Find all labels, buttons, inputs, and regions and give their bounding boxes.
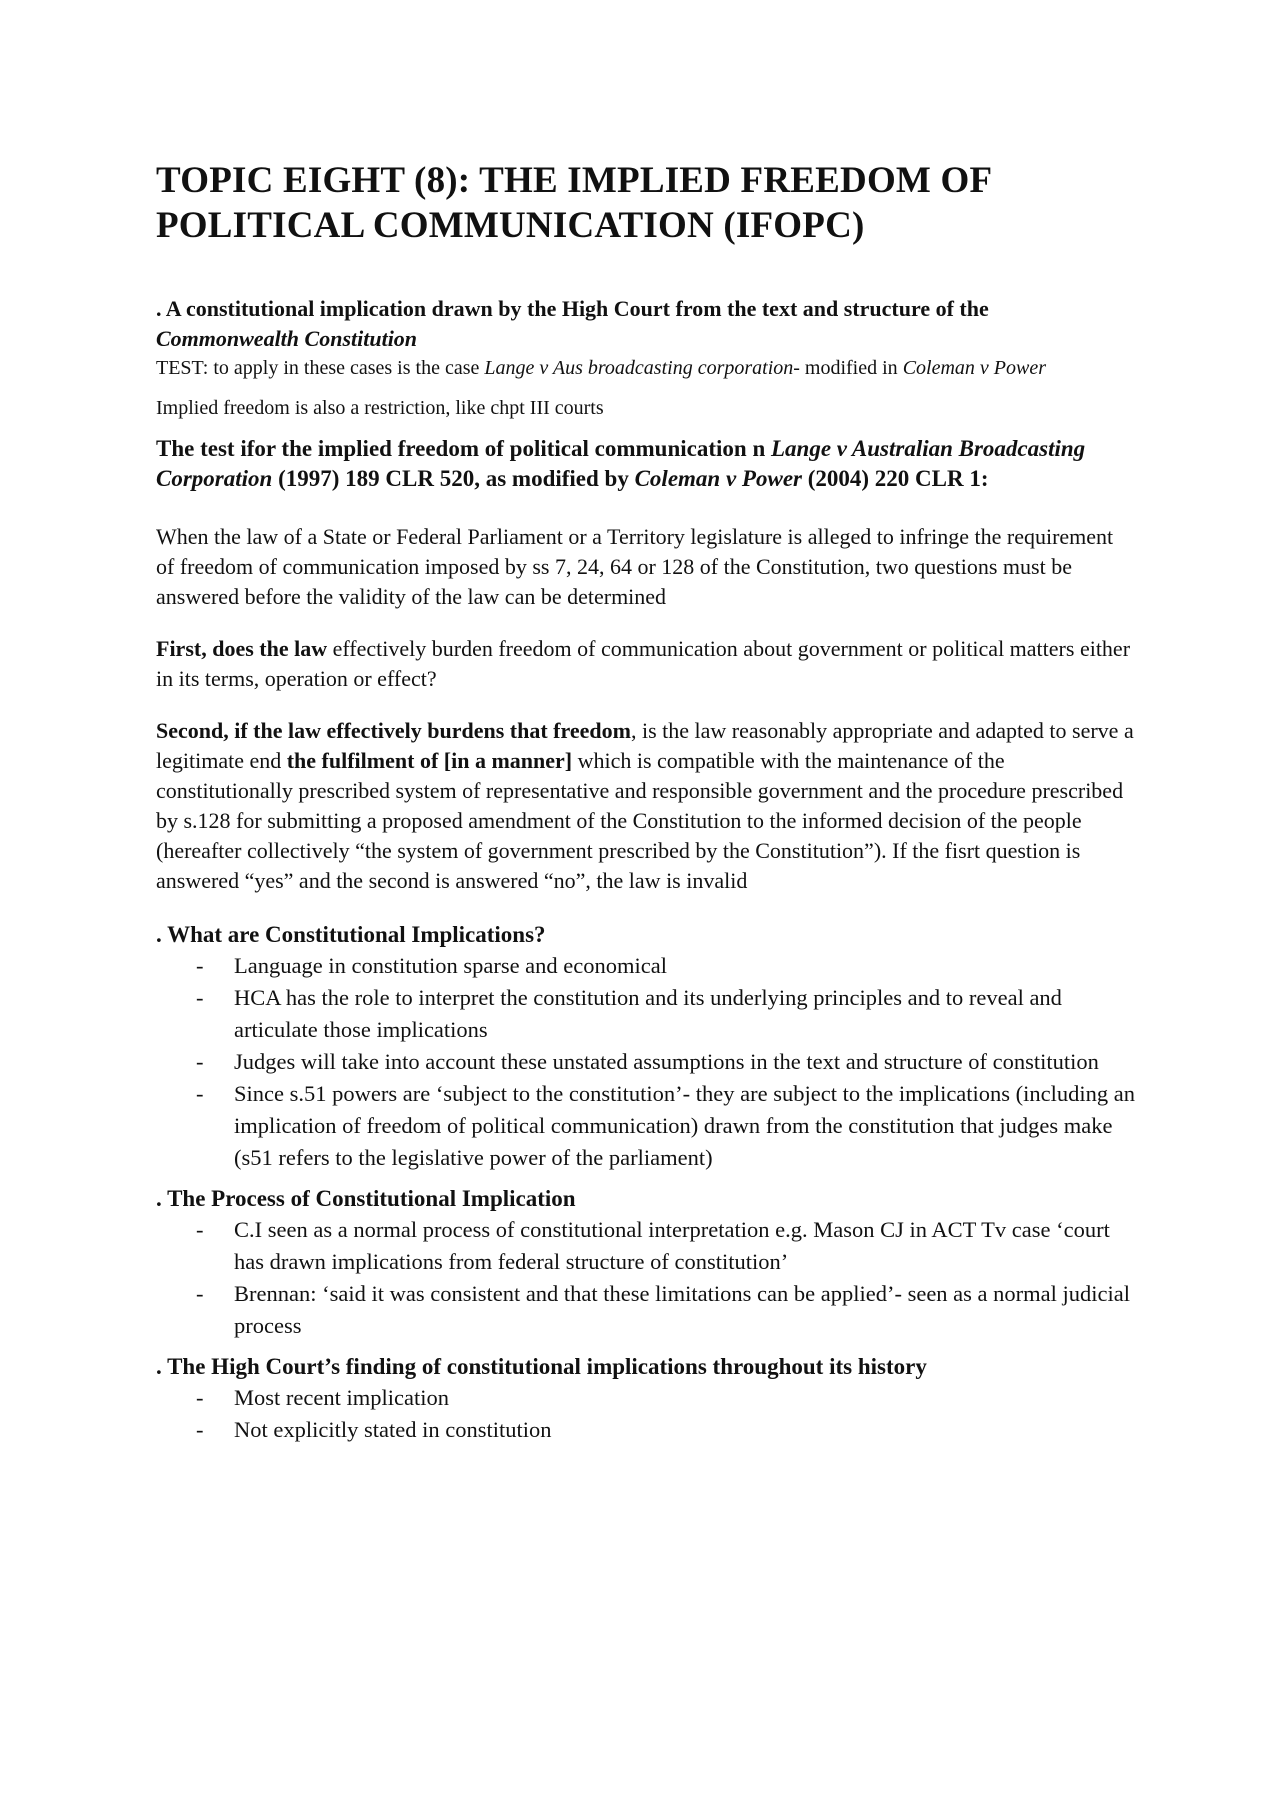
second-question-bold-2: the fulfilment of [in a manner] [286, 748, 573, 773]
intro-lead [156, 294, 1136, 354]
test-heading-b: (1997) 189 CLR 520, as modified by [272, 466, 635, 491]
section-history [156, 1352, 1136, 1446]
test-heading [156, 434, 1136, 494]
restriction-note: Implied freedom is also a restriction, like chpt III courts [156, 397, 604, 419]
section-process [156, 1184, 1136, 1342]
first-question [156, 634, 1136, 694]
list-item: - Most recent implication [156, 1382, 1136, 1414]
list-item: - Judges will take into account these unstated assumptions in the text and structure of constitution [156, 1046, 1136, 1078]
test-case-coleman: Coleman v Power [902, 357, 1046, 379]
first-question-rest: effectively burden freedom of communication about government or political matters either in its terms, operation or effect? [156, 636, 1131, 691]
test-line-b: - modified in [793, 357, 903, 379]
list-item: - C.I seen as a normal process of constitutional interpretation e.g. Mason CJ in ACT Tv case ‘court has drawn implications from federal structure of constitution’ [156, 1214, 1136, 1278]
list-item: - Language in constitution sparse and economical [156, 950, 1136, 982]
section-heading: . The Process of Constitutional Implication [156, 1186, 576, 1211]
test-heading-a: The test ifor the implied freedom of political communication n [156, 436, 771, 461]
bullet-list [156, 1382, 1136, 1446]
document-page [156, 158, 1136, 1446]
list-item: - Since s.51 powers are ‘subject to the constitution’- they are subject to the implications (including an implication of freedom of political communication) drawn from the constitution that judges make (s51 refers to the legislative power of the parliament) [156, 1078, 1136, 1174]
second-question-text-1: , is the law reasonably appropriate and adapted to serve a legitimate end [156, 718, 1134, 773]
bullet-list [156, 1214, 1136, 1342]
list-item: - Brennan: ‘said it was consistent and that these limitations can be applied’- seen as a normal judicial process [156, 1278, 1136, 1342]
intro-lead-text: . A constitutional implication drawn by the High Court from the text and structure of the [156, 296, 989, 321]
test-case-lange: Lange v Aus broadcasting corporation [484, 357, 794, 379]
list-item: - HCA has the role to interpret the constitution and its underlying principles and to reveal and articulate those implications [156, 982, 1136, 1046]
section-heading: . What are Constitutional Implications? [156, 922, 546, 947]
test-line-a: TEST: to apply in these cases is the case [156, 357, 485, 379]
page-title [156, 158, 1136, 248]
list-item: - Not explicitly stated in constitution [156, 1414, 1136, 1446]
test-heading-case1: Lange v Australian Broadcasting Corporation [156, 436, 1086, 491]
test-heading-c: (2004) 220 CLR 1: [801, 466, 989, 491]
title-line-1: TOPIC EIGHT (8): THE IMPLIED FREEDOM OF [156, 160, 993, 201]
when-paragraph: When the law of a State or Federal Parliament or a Territory legislature is alleged to infringe the requirement of freedom of communication imposed by ss 7, 24, 64 or 128 of the Constitution, two questions must be answered before the validity of the law can be determined [156, 524, 1114, 609]
intro-lead-italic: Commonwealth Constitution [156, 326, 418, 351]
test-heading-case2: Coleman v Power [634, 466, 802, 491]
second-question-bold-1: Second, if the law effectively burdens that freedom [156, 718, 631, 743]
test-line [156, 354, 1136, 382]
section-implications [156, 920, 1136, 1174]
second-question-text-2: which is compatible with the maintenance of the constitutionally prescribed system of representative and responsible government and the procedure prescribed by s.128 for submitting a proposed amendment of the Constitution to the informed decision of the people (hereafter collectively “the system of government prescribed by the Constitution”). If the fisrt question is answered “yes” and the second is answered “no”, the law is invalid [156, 748, 1124, 893]
section-heading: . The High Court’s finding of constitutional implications throughout its history [156, 1354, 927, 1379]
second-question [156, 716, 1136, 896]
first-question-bold: First, does the law [156, 636, 328, 661]
bullet-list [156, 950, 1136, 1174]
title-line-2: POLITICAL COMMUNICATION (IFOPC) [156, 205, 865, 246]
